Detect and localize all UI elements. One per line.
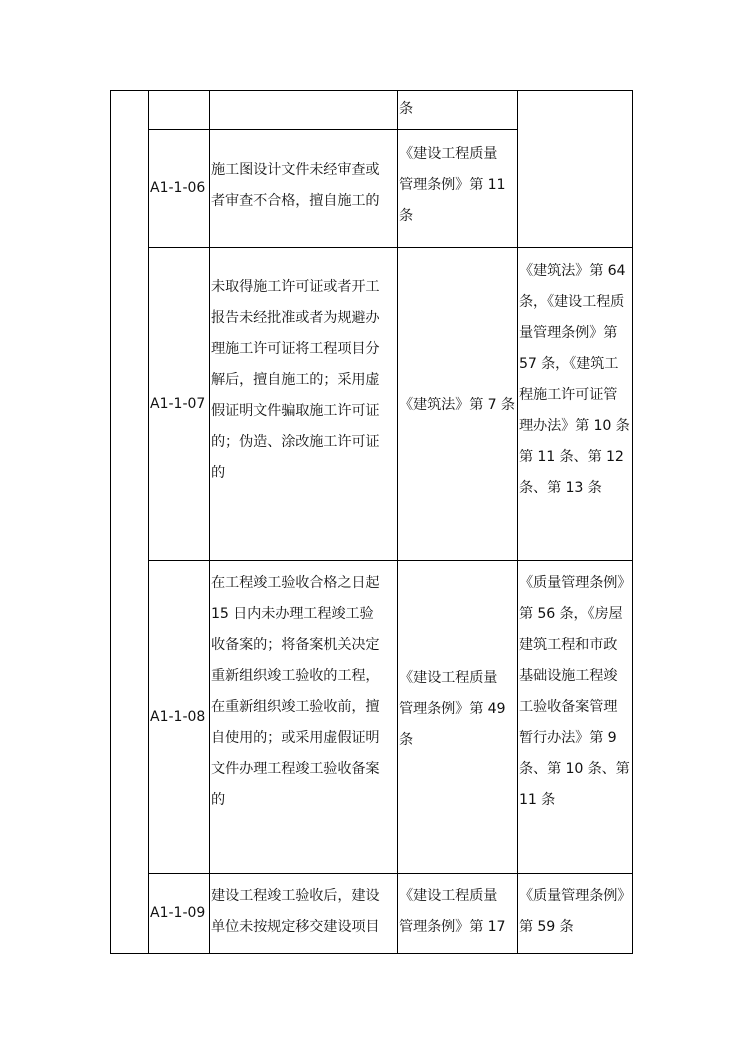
basis-line: 管理条例》第 11 <box>399 177 506 193</box>
row-code: A1-1-06 <box>150 180 206 196</box>
regulation-table <box>110 90 633 954</box>
row-divider <box>148 873 633 874</box>
penalty-line: 暂行办法》第 9 <box>519 730 617 746</box>
penalty-line: 建筑工程和市政 <box>519 637 618 653</box>
basis-line: 条 <box>399 208 414 224</box>
description-line: 在工程竣工验收合格之日起 <box>211 575 380 591</box>
penalty-line: 条、第 10 条、第 <box>519 761 630 777</box>
penalty-line: 量管理条例》第 <box>519 325 618 341</box>
penalty-line: 工验收备案管理 <box>519 699 618 715</box>
description-line: 施工图设计文件未经审查或 <box>211 162 380 178</box>
basis-cell <box>399 663 517 756</box>
row-code: A1-1-08 <box>150 708 206 725</box>
description-line: 建设工程竣工验收后，建设 <box>211 888 380 904</box>
penalty-line: 基础设施工程竣 <box>519 668 618 684</box>
description-line: 理施工许可证将工程项目分 <box>211 341 380 357</box>
penalty-line: 《质量管理条例》 <box>519 888 632 904</box>
basis-line: 《建设工程质量 <box>399 670 498 686</box>
penalty-line: 理办法》第 10 条 <box>519 418 630 434</box>
penalty-cell <box>519 256 632 504</box>
row-divider <box>148 560 633 561</box>
code-cell <box>150 874 209 953</box>
penalty-line: 11 条 <box>519 792 556 808</box>
penalty-line: 条，《建设工程质 <box>519 294 625 310</box>
basis-line: 管理条例》第 49 <box>399 701 506 717</box>
description-line: 解后，擅自施工的；采用虚 <box>211 372 380 388</box>
penalty-cell <box>519 568 632 816</box>
table-border-right <box>632 90 633 954</box>
row-code: A1-1-09 <box>150 905 206 921</box>
description-line: 15 日内未办理工程竣工验 <box>211 606 374 622</box>
basis-line: 条 <box>399 732 414 748</box>
column-divider-1 <box>148 90 149 954</box>
code-cell <box>150 561 209 873</box>
description-line: 文件办理工程竣工验收备案 <box>211 761 380 777</box>
description-line: 单位未按规定移交建设项目 <box>211 919 380 935</box>
description-line: 收备案的；将备案机关决定 <box>211 637 380 653</box>
description-line: 在重新组织竣工验收前，擅 <box>211 699 380 715</box>
penalty-line: 程施工许可证管 <box>519 387 618 403</box>
penalty-line: 第 56 条，《房屋 <box>519 606 623 622</box>
description-line: 的 <box>211 465 226 481</box>
description-cell <box>211 155 397 217</box>
basis-line: 《建设工程质量 <box>399 888 498 904</box>
basis-cell <box>399 139 517 232</box>
description-line: 重新组织竣工验收的工程， <box>211 668 380 684</box>
description-line: 的 <box>211 792 226 808</box>
column-divider-3 <box>397 90 398 954</box>
description-line: 未取得施工许可证或者开工 <box>211 279 380 295</box>
code-cell <box>150 248 209 560</box>
description-line: 报告未经批准或者为规避办 <box>211 310 380 326</box>
basis-line: 条 <box>399 101 414 117</box>
basis-line: 《建设工程质量 <box>399 146 498 162</box>
table-border-left <box>110 90 111 954</box>
penalty-line: 《质量管理条例》 <box>519 575 632 591</box>
column-divider-4 <box>517 90 518 954</box>
description-line: 假证明文件骗取施工许可证 <box>211 403 380 419</box>
description-line: 者审查不合格，擅自施工的 <box>211 193 380 209</box>
basis-cell <box>399 94 517 125</box>
penalty-line: 第 59 条 <box>519 919 574 935</box>
row-code: A1-1-07 <box>150 395 206 412</box>
penalty-cell <box>519 881 632 943</box>
table-border-top <box>110 90 633 91</box>
penalty-line: 57 条，《建筑工 <box>519 356 619 372</box>
basis-cell <box>399 881 517 943</box>
description-line: 的；伪造、涂改施工许可证 <box>211 434 380 450</box>
basis-line: 管理条例》第 17 <box>399 919 506 935</box>
table-border-bottom <box>110 953 633 954</box>
basis-line: 《建筑法》第 7 条 <box>399 397 515 413</box>
description-cell <box>211 881 397 943</box>
basis-cell <box>399 390 517 421</box>
code-cell <box>150 130 209 247</box>
column-divider-2 <box>209 90 210 954</box>
description-cell <box>211 568 397 816</box>
description-line: 自使用的；或采用虚假证明 <box>211 730 380 746</box>
penalty-line: 第 11 条、第 12 <box>519 449 624 465</box>
penalty-line: 条、第 13 条 <box>519 480 602 496</box>
row-divider <box>148 247 633 248</box>
penalty-line: 《建筑法》第 64 <box>519 263 626 279</box>
description-cell <box>211 272 397 489</box>
